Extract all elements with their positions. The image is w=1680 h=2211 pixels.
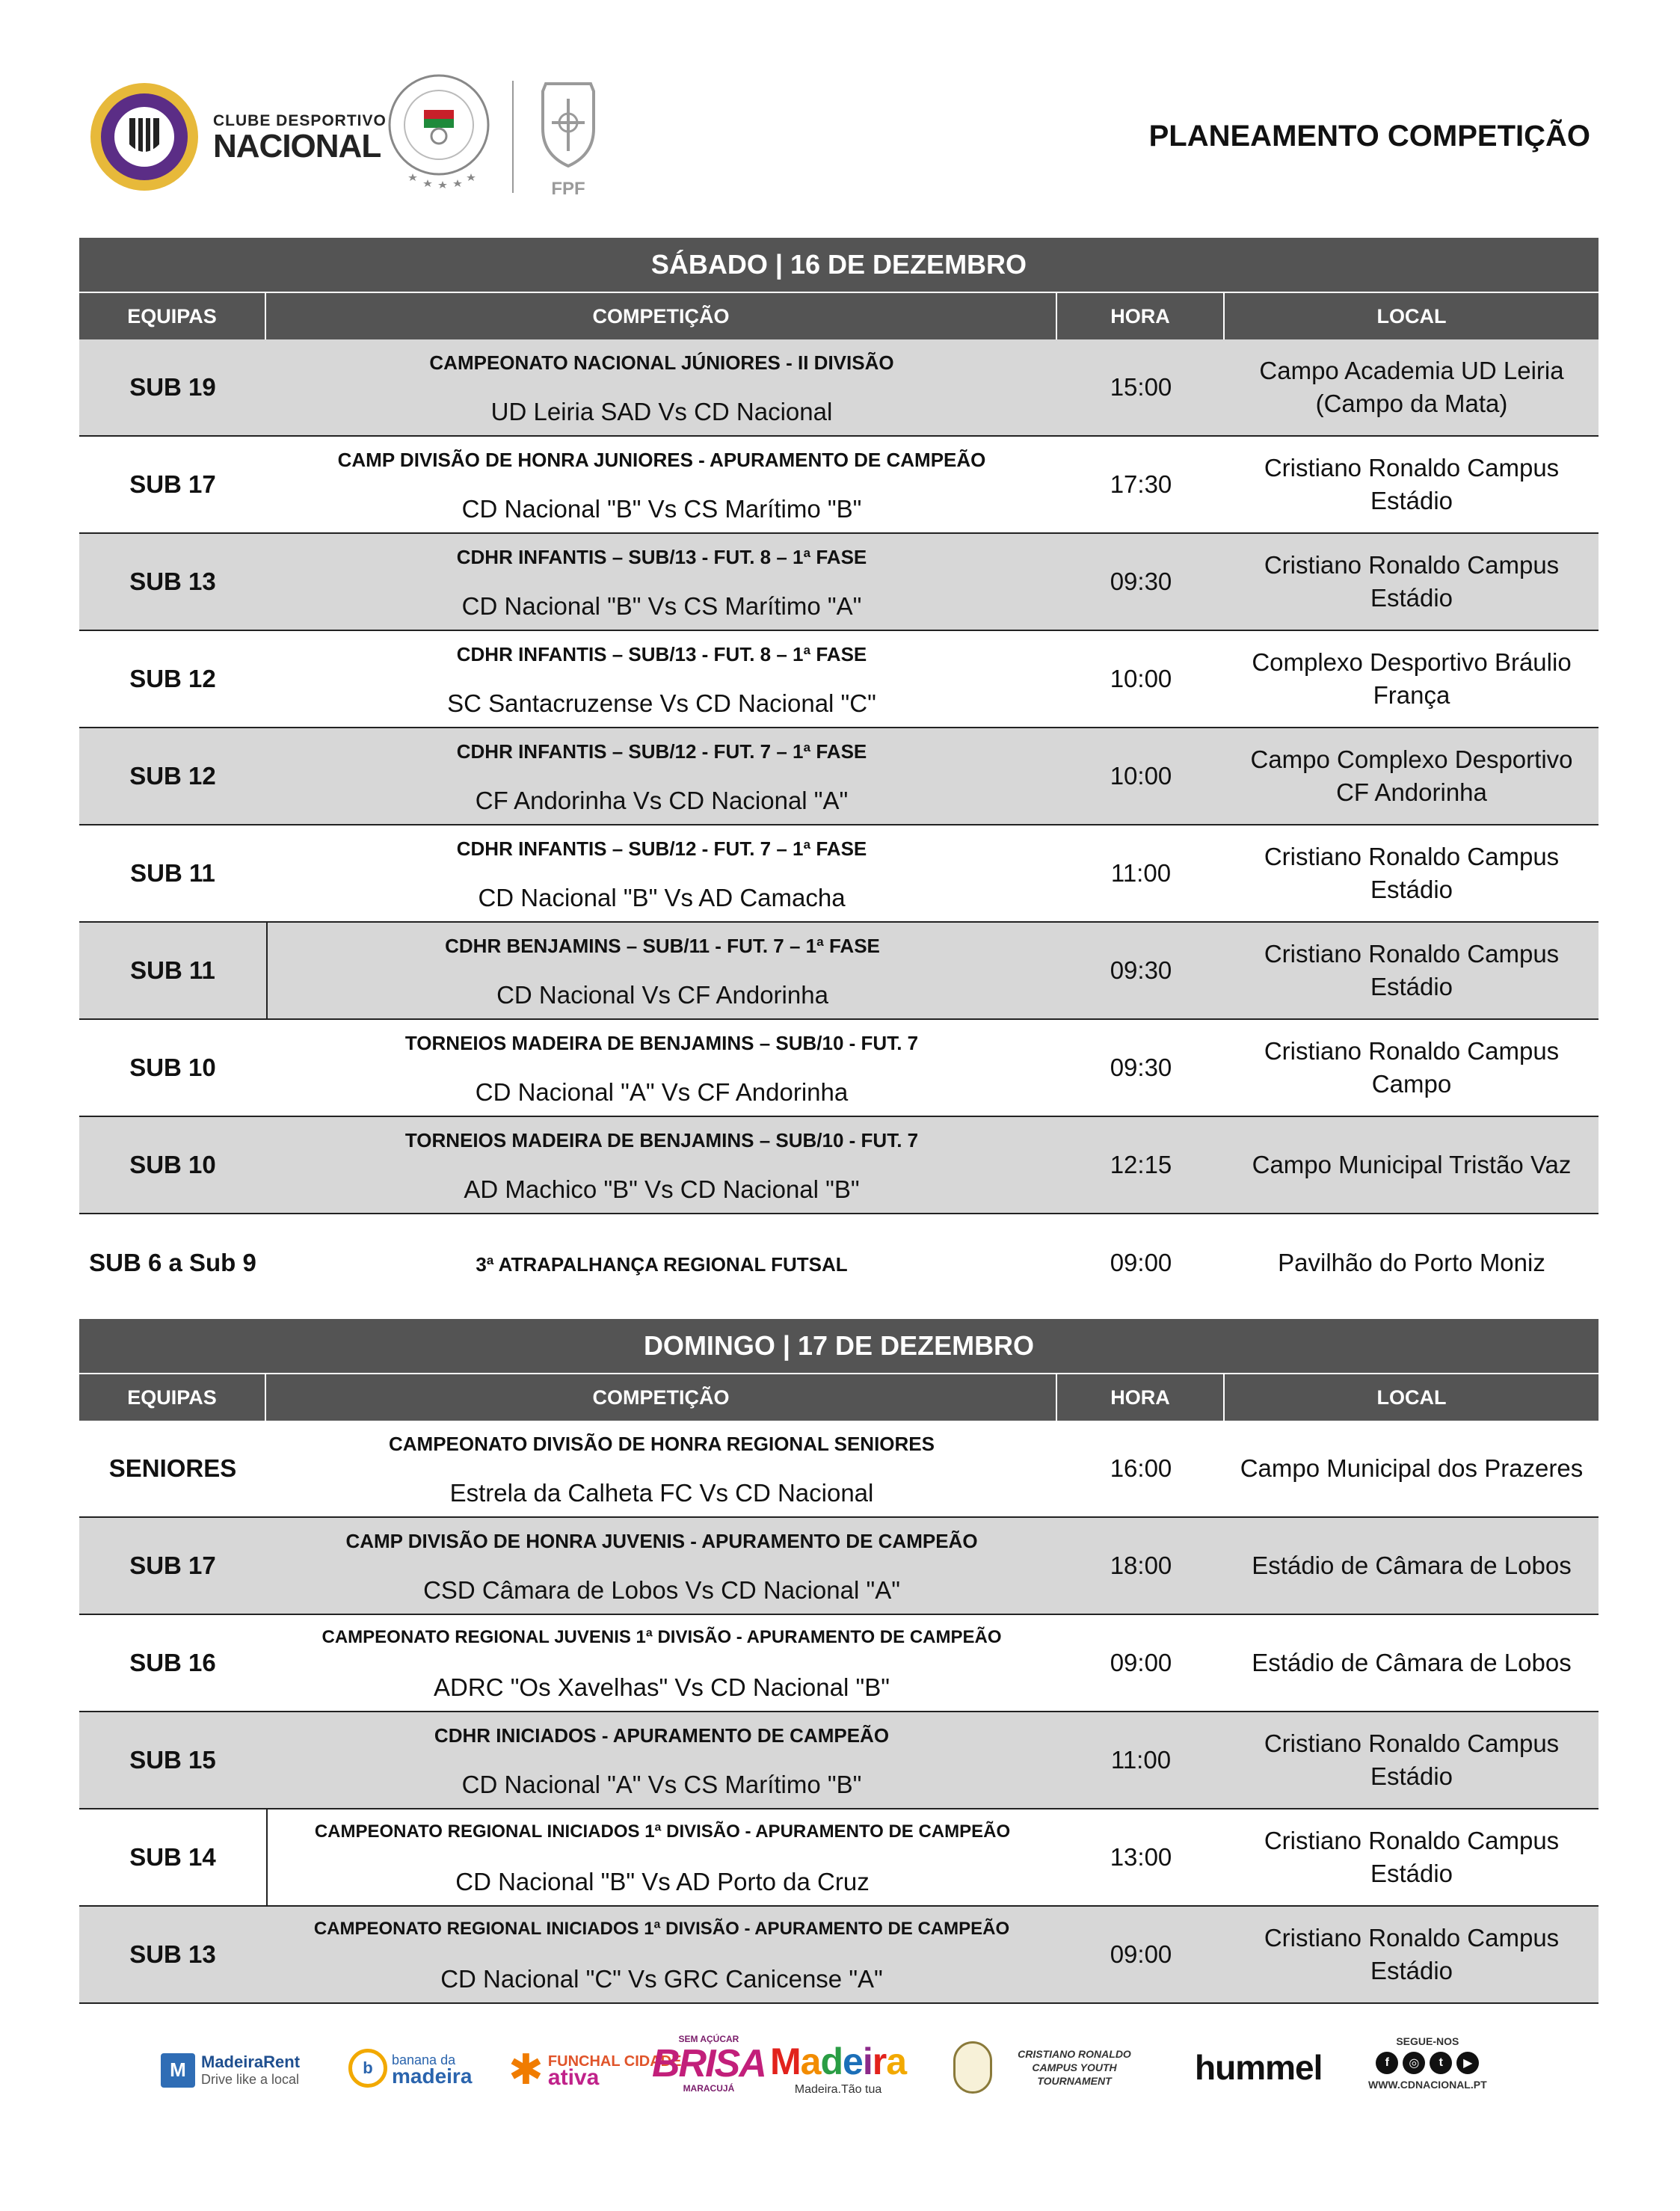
- cristiano-ronaldo-campus-logo: [953, 2041, 1149, 2094]
- team-cell: SUB 13: [129, 568, 216, 595]
- competition-cell: [266, 437, 1057, 532]
- time-cell: 11:00: [1110, 859, 1172, 887]
- team-cell: SUB 13: [129, 1940, 216, 1968]
- competition-cell: [266, 1020, 1057, 1116]
- column-header-row: [79, 293, 1599, 339]
- club-name-line2: NACIONAL: [213, 128, 381, 164]
- match-name: Estrela da Calheta FC Vs CD Nacional: [449, 1479, 874, 1507]
- madeirarent-logo: [161, 2052, 300, 2088]
- table-row: [79, 1712, 1599, 1809]
- team-cell: SUB 12: [129, 665, 216, 692]
- match-name: CD Nacional "B" Vs AD Porto da Cruz: [455, 1868, 870, 1895]
- competition-cell: [266, 534, 1057, 630]
- day-title: SÁBADO | 16 DE DEZEMBRO: [79, 238, 1599, 293]
- table-row: [79, 1020, 1599, 1117]
- competition-cell: [266, 1907, 1057, 2002]
- competition-cell: [266, 631, 1057, 727]
- brisa-logo: [652, 2034, 766, 2094]
- table-row: [79, 825, 1599, 923]
- competition-name: CDHR INFANTIS – SUB/12 - FUT. 7 – 1ª FASE: [456, 740, 867, 763]
- banana-line1: banana da: [392, 2052, 456, 2067]
- competition-cell: [266, 1809, 1057, 1905]
- fpf-label: FPF: [551, 179, 585, 199]
- time-cell: 11:00: [1110, 1746, 1172, 1774]
- competition-cell: [266, 1214, 1057, 1311]
- column-header-row: [79, 1374, 1599, 1421]
- location-cell: Complexo Desportivo Bráulio França: [1252, 648, 1572, 709]
- madeira-sub: Madeira.Tão tua: [794, 2083, 882, 2096]
- table-row: [79, 1615, 1599, 1712]
- location-cell: Cristiano Ronaldo Campus Estádio: [1264, 1827, 1560, 1887]
- time-cell: 12:15: [1110, 1151, 1172, 1178]
- website-link[interactable]: WWW.CDNACIONAL.PT: [1368, 2079, 1487, 2091]
- column-header-competition: COMPETIÇÃO: [266, 1374, 1057, 1421]
- match-name: CD Nacional "B" Vs CS Marítimo "A": [461, 592, 862, 620]
- match-name: CD Nacional "C" Vs GRC Canicense "A": [440, 1965, 883, 1993]
- table-row: [79, 1214, 1599, 1311]
- table-row: [79, 728, 1599, 825]
- competition-name: CDHR INICIADOS - APURAMENTO DE CAMPEÃO: [434, 1724, 890, 1747]
- competition-name: CAMPEONATO DIVISÃO DE HONRA REGIONAL SENIORES: [388, 1433, 935, 1455]
- facebook-icon[interactable]: f: [1376, 2052, 1398, 2074]
- table-row: [79, 437, 1599, 534]
- match-name: CD Nacional "A" Vs CF Andorinha: [475, 1078, 849, 1106]
- header-divider: [512, 81, 514, 193]
- page-header: [0, 0, 1680, 224]
- location-cell: Cristiano Ronaldo Campus Estádio: [1264, 1924, 1560, 1984]
- competition-name: CAMP DIVISÃO DE HONRA JUNIORES - APURAMENTO DE CAMPEÃO: [337, 449, 986, 471]
- competition-name: TORNEIOS MADEIRA DE BENJAMINS – SUB/10 - FUT. 7: [404, 1129, 919, 1151]
- competition-name: CAMPEONATO NACIONAL JÚNIORES - II DIVISÃO: [429, 351, 894, 374]
- follow-label: SEGUE-NOS: [1396, 2035, 1459, 2047]
- table-row: [79, 339, 1599, 437]
- team-cell: SUB 17: [129, 470, 216, 498]
- location-cell: Campo Municipal dos Prazeres: [1240, 1454, 1584, 1482]
- team-cell: SUB 11: [130, 859, 215, 887]
- match-name: CF Andorinha Vs CD Nacional "A": [475, 787, 849, 814]
- time-cell: 09:00: [1110, 1249, 1172, 1276]
- location-cell: Cristiano Ronaldo Campus Estádio: [1264, 454, 1560, 514]
- instagram-icon[interactable]: ◎: [1403, 2052, 1425, 2074]
- madeira-main: Madeira: [770, 2041, 907, 2082]
- madeira-tourism-logo: [770, 2040, 906, 2097]
- column-header-location: LOCAL: [1376, 304, 1447, 328]
- column-header-time: HORA: [1057, 1374, 1225, 1421]
- column-header-location: LOCAL: [1376, 1386, 1447, 1409]
- match-name: UD Leiria SAD Vs CD Nacional: [490, 398, 833, 425]
- table-row: [79, 1421, 1599, 1518]
- competition-name: 3ª ATRAPALHANÇA REGIONAL FUTSAL: [476, 1252, 848, 1276]
- team-cell: SUB 11: [130, 956, 215, 984]
- time-cell: 09:30: [1110, 956, 1172, 984]
- time-cell: 16:00: [1110, 1454, 1172, 1482]
- social-links: [1368, 2035, 1487, 2091]
- hummel-logo: hummel: [1195, 2048, 1323, 2087]
- column-header-time: HORA: [1057, 293, 1225, 339]
- table-row: [79, 1117, 1599, 1214]
- team-cell: SENIORES: [108, 1454, 237, 1482]
- table-row: [79, 923, 1599, 1020]
- sunday-schedule-table: [79, 1319, 1599, 2004]
- crcampus-badge-icon: [953, 2041, 992, 2094]
- location-cell: Cristiano Ronaldo Campus Estádio: [1264, 1729, 1560, 1790]
- team-cell: SUB 10: [129, 1151, 216, 1178]
- competition-name: TORNEIOS MADEIRA DE BENJAMINS – SUB/10 - FUT. 7: [404, 1032, 919, 1054]
- competition-name: CDHR INFANTIS – SUB/13 - FUT. 8 – 1ª FASE: [456, 546, 867, 568]
- location-cell: Cristiano Ronaldo Campus Campo: [1264, 1037, 1560, 1098]
- banana-icon: b: [348, 2049, 387, 2088]
- time-cell: 10:00: [1110, 665, 1172, 692]
- banana-da-madeira-logo: [348, 2049, 472, 2088]
- team-cell: SUB 17: [129, 1552, 216, 1579]
- competition-name: CDHR BENJAMINS – SUB/11 - FUT. 7 – 1ª FASE: [445, 935, 880, 957]
- competition-cell: [266, 728, 1057, 824]
- column-header-team: EQUIPAS: [79, 1374, 266, 1421]
- youtube-icon[interactable]: ▶: [1456, 2052, 1479, 2074]
- competition-cell: [266, 923, 1057, 1018]
- club-crest-icon: [88, 81, 200, 193]
- page-title: PLANEAMENTO COMPETIÇÃO: [1148, 120, 1590, 153]
- team-cell: SUB 19: [129, 373, 216, 401]
- time-cell: 09:00: [1110, 1649, 1172, 1676]
- twitter-icon[interactable]: t: [1430, 2052, 1452, 2074]
- crcampus-text: CRISTIANO RONALDO CAMPUS YOUTH TOURNAMENT: [1018, 2048, 1131, 2087]
- certified-training-entity-icon: [383, 69, 495, 196]
- location-cell: Estádio de Câmara de Lobos: [1252, 1649, 1572, 1676]
- club-name: [213, 112, 387, 163]
- competition-cell: [266, 1518, 1057, 1614]
- competition-cell: [266, 1421, 1057, 1516]
- location-cell: Campo Municipal Tristão Vaz: [1252, 1151, 1572, 1178]
- sponsor-footer: [0, 2011, 1680, 2131]
- column-header-competition: COMPETIÇÃO: [266, 293, 1057, 339]
- location-cell: Campo Academia UD Leiria (Campo da Mata): [1259, 357, 1564, 417]
- location-cell: Cristiano Ronaldo Campus Estádio: [1264, 940, 1560, 1000]
- match-name: CD Nacional "B" Vs AD Camacha: [478, 884, 846, 911]
- time-cell: 09:30: [1110, 1054, 1172, 1081]
- time-cell: 10:00: [1110, 762, 1172, 790]
- brisa-bottom: MARACUJÁ: [683, 2083, 735, 2094]
- competition-cell: [266, 1117, 1057, 1213]
- time-cell: 18:00: [1110, 1552, 1172, 1579]
- competition-name: CDHR INFANTIS – SUB/13 - FUT. 8 – 1ª FASE: [456, 643, 867, 665]
- match-name: AD Machico "B" Vs CD Nacional "B": [464, 1175, 860, 1203]
- match-name: CD Nacional "A" Vs CS Marítimo "B": [461, 1771, 862, 1798]
- funchal-line2: ativa: [547, 2065, 600, 2090]
- competition-name: CAMPEONATO REGIONAL JUVENIS 1ª DIVISÃO - APURAMENTO DE CAMPEÃO: [321, 1627, 1002, 1647]
- brisa-top: SEM AÇÚCAR: [678, 2034, 739, 2044]
- competition-cell: [266, 825, 1057, 921]
- brisa-main: BRISA: [652, 2042, 766, 2085]
- team-cell: SUB 14: [129, 1843, 216, 1871]
- competition-cell: [266, 1615, 1057, 1711]
- funchal-line1: FUNCHAL CIDADE: [547, 2053, 682, 2070]
- competition-cell: [266, 339, 1057, 435]
- location-cell: Pavilhão do Porto Moniz: [1278, 1249, 1545, 1276]
- match-name: CD Nacional Vs CF Andorinha: [496, 981, 828, 1009]
- fpf-crest-icon: [529, 76, 607, 199]
- day-title: DOMINGO | 17 DE DEZEMBRO: [79, 1319, 1599, 1374]
- runner-icon: ✱: [508, 2046, 544, 2093]
- time-cell: 13:00: [1110, 1843, 1172, 1871]
- saturday-schedule-table: [79, 238, 1599, 1311]
- team-cell: SUB 15: [129, 1746, 216, 1774]
- time-cell: 17:30: [1110, 470, 1172, 498]
- competition-name: CAMPEONATO REGIONAL INICIADOS 1ª DIVISÃO - APURAMENTO DE CAMPEÃO: [313, 1919, 1010, 1939]
- column-header-team: EQUIPAS: [79, 293, 266, 339]
- team-cell: SUB 10: [129, 1054, 216, 1081]
- team-cell: SUB 6 a Sub 9: [89, 1249, 256, 1276]
- team-cell: SUB 12: [129, 762, 216, 790]
- competition-name: CDHR INFANTIS – SUB/12 - FUT. 7 – 1ª FASE: [456, 837, 867, 860]
- match-name: CD Nacional "B" Vs CS Marítimo "B": [461, 495, 862, 523]
- madeirarent-tagline: Drive like a local: [201, 2072, 300, 2087]
- table-row: [79, 534, 1599, 631]
- madeirarent-name: MadeiraRent: [201, 2052, 301, 2071]
- location-cell: Cristiano Ronaldo Campus Estádio: [1264, 843, 1560, 903]
- team-cell: SUB 16: [129, 1649, 216, 1676]
- madeirarent-icon: M: [161, 2053, 195, 2088]
- table-row: [79, 1518, 1599, 1615]
- match-name: ADRC "Os Xavelhas" Vs CD Nacional "B": [434, 1673, 890, 1701]
- club-name-line1: CLUBE DESPORTIVO: [213, 112, 387, 129]
- competition-cell: [266, 1712, 1057, 1808]
- location-cell: Campo Complexo Desportivo CF Andorinha: [1250, 745, 1573, 806]
- banana-line2: madeira: [392, 2064, 473, 2088]
- location-cell: Estádio de Câmara de Lobos: [1252, 1552, 1572, 1579]
- location-cell: Cristiano Ronaldo Campus Estádio: [1264, 551, 1560, 612]
- table-row: [79, 1907, 1599, 2004]
- competition-name: CAMPEONATO REGIONAL INICIADOS 1ª DIVISÃO - APURAMENTO DE CAMPEÃO: [314, 1821, 1011, 1842]
- match-name: CSD Câmara de Lobos Vs CD Nacional "A": [423, 1576, 900, 1604]
- match-name: SC Santacruzense Vs CD Nacional "C": [447, 689, 876, 717]
- table-row: [79, 631, 1599, 728]
- time-cell: 09:00: [1110, 1940, 1172, 1968]
- time-cell: 15:00: [1110, 373, 1172, 401]
- competition-name: CAMP DIVISÃO DE HONRA JUVENIS - APURAMENTO DE CAMPEÃO: [345, 1530, 978, 1552]
- time-cell: 09:30: [1110, 568, 1172, 595]
- table-row: [79, 1809, 1599, 1907]
